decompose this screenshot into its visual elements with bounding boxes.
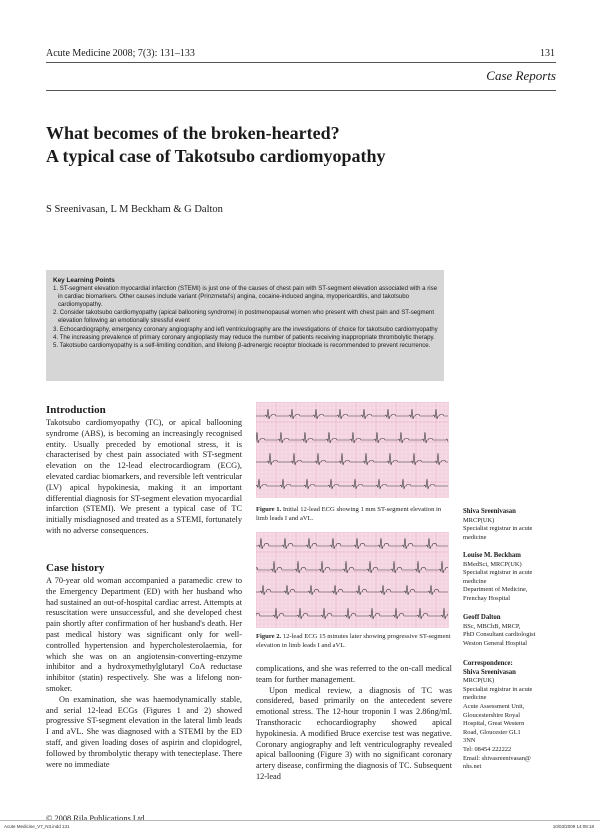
correspondence-name: Shiva Sreenivasan bbox=[463, 668, 516, 676]
intro-heading: Introduction bbox=[46, 404, 106, 416]
correspondence-line: Acute Assessment Unit, bbox=[463, 702, 525, 710]
key-points-list bbox=[53, 285, 438, 350]
figure-1-caption bbox=[256, 506, 452, 523]
author-2-line: Department of Medicine, bbox=[463, 586, 528, 594]
figure-1-caption-text: Initial 12-lead ECG showing 1 mm ST-segment elevation in limb leads I and aVL. bbox=[256, 506, 442, 522]
affiliation-author-3 bbox=[463, 614, 563, 648]
correspondence-line: 3NN bbox=[463, 737, 476, 745]
key-point: 4. The increasing prevalence of primary coronary angioplasty may reduce the number of patients receiving inappropriate thrombolytic therapy. bbox=[53, 333, 435, 341]
case-paragraph-2: On examination, she was haemodynamically stable, and serial 12-lead ECGs (Figures 1 and 2) showed progressive ST-segment elevation in the lateral limb leads I and aVL. She was diagnosed with a STEMI by the ED staff, and given loading doses of aspirin and clopidogrel, followed by thrombolytic therapy with tenecteplase. There were no immediate bbox=[46, 694, 242, 769]
case-heading: Case history bbox=[46, 562, 105, 574]
footer-rule bbox=[0, 820, 600, 821]
copyright: © 2008 Rila Publications Ltd. bbox=[46, 814, 147, 823]
journal-citation: Acute Medicine 2008; 7(3): 131–133 bbox=[46, 48, 195, 59]
author-2-line: Frenchay Hospital bbox=[463, 594, 511, 602]
correspondence-line: nhs.net bbox=[463, 763, 482, 771]
figure-2-ecg bbox=[256, 532, 449, 628]
intro-text bbox=[46, 418, 242, 537]
author-3-line: PhD Consultant cardiologist bbox=[463, 631, 536, 639]
figure-1-ecg bbox=[256, 402, 449, 498]
correspondence-line: MRCP(UK) bbox=[463, 677, 495, 685]
author-2-line: Specialist registrar in acute bbox=[463, 569, 533, 577]
figure-2-caption bbox=[256, 633, 452, 650]
correspondence-line: Road, Gloucester GL1 bbox=[463, 728, 521, 736]
author-1-line: medicine bbox=[463, 533, 487, 541]
correspondence-line: Specialist registrar in acute bbox=[463, 685, 533, 693]
key-point: 5. Takotsubo cardiomyopathy is a self-limiting condition, and lifelong β-adrenergic receptor blockade is recommended to prevent recurrence. bbox=[53, 341, 431, 349]
footer-timestamp: 10/03/2009 14:08:18 bbox=[552, 824, 594, 829]
correspondence bbox=[463, 660, 563, 772]
key-point: 3. Echocardiography, emergency coronary angiography and left ventriculography are the investigations of choice for takotsubo cardiomyopathy bbox=[53, 325, 438, 333]
correspondence-line: medicine bbox=[463, 694, 487, 702]
right-paragraph-2: Upon medical review, a diagnosis of TC was considered, based primarily on the antecedent severe emotional stress. The 12-hour troponin I was 2.86ng/ml. Transthoracic echocardiography showed apical hypokinesia. A modified Bruce exercise test was negative. Coronary angiography and left ventriculography revealed apical ballooning (Figure 3) with no significant coronary artery disease, confirming the diagnosis of TC. Subsequent 12-lead bbox=[256, 685, 452, 781]
correspondence-line: Hospital, Great Western bbox=[463, 720, 525, 728]
section-label: Case Reports bbox=[486, 68, 556, 83]
title-line-2: A typical case of Takotsubo cardiomyopathy bbox=[46, 146, 386, 166]
author-1-line: Specialist registrar in acute bbox=[463, 525, 533, 533]
page-number: 131 bbox=[540, 48, 555, 59]
title-line-1: What becomes of the broken-hearted? bbox=[46, 123, 340, 143]
affiliation-author-2 bbox=[463, 552, 563, 604]
author-3-name: Geoff Dalton bbox=[463, 614, 501, 621]
correspondence-line: Email: shivasreenivasan@ bbox=[463, 754, 531, 762]
key-learning-points-box bbox=[46, 270, 444, 381]
author-2-name: Louise M. Beckham bbox=[463, 552, 521, 559]
footer-file: Acute Medicine_V7_N3.indd 131 bbox=[4, 824, 70, 829]
right-column-text bbox=[256, 664, 452, 783]
figure-2-label: Figure 2. bbox=[256, 633, 282, 640]
author-3-line: Weston General Hospital bbox=[463, 639, 528, 647]
author-2-line: medicine bbox=[463, 577, 487, 585]
ecg-trace-1 bbox=[256, 402, 449, 498]
key-points-title: Key Learning Points bbox=[53, 277, 115, 284]
affiliation-author-1 bbox=[463, 508, 563, 542]
figure-1-label: Figure 1. bbox=[256, 506, 282, 513]
right-paragraph-1: complications, and she was referred to the on-call medical team for further management. bbox=[256, 664, 452, 684]
author-2-line: BMedSci, MRCP(UK) bbox=[463, 560, 522, 568]
authors: S Sreenivasan, L M Beckham & G Dalton bbox=[46, 204, 223, 215]
author-1-line: MRCP(UK) bbox=[463, 516, 495, 524]
header-rule bbox=[46, 62, 556, 63]
case-text bbox=[46, 576, 242, 770]
author-3-line: BSc, MBChB, MRCP, bbox=[463, 622, 521, 630]
intro-paragraph: Takotsubo cardiomyopathy (TC), or apical ballooning syndrome (ABS), is becoming an increasingly recognised entity. Usually preceded by emotional stress, it is characterised by chest pain associated with ST-segment elevation on the 12-lead electrocardiogram (ECG), elevated cardiac biomarkers, and reversible left ventricular (LV) apical hypokinesia, making it an important differential diagnosis for ST-segment elevation myocardial infarction (STEMI). We present a typical case of TC initially misdiagnosed and treated as a STEMI, fortunately with no adverse consequences. bbox=[46, 418, 242, 535]
correspondence-line: Gloucestershire Royal bbox=[463, 711, 520, 719]
key-point: 1. ST-segment elevation myocardial infarction (STEMI) is just one of the causes of chest pain with ST-segment elevation associated with a rise in cardiac biomarkers. Other causes include variant (Prinzmetal's) angina, cocaine-induced angina, myopericarditis, and takotsubo cardiomyopathy. bbox=[53, 285, 438, 309]
case-paragraph-1: A 70-year old woman accompanied a paramedic crew to the Emergency Department (ED) with her husband who had sustained an out-of-hospital cardiac arrest. Attempts at resuscitation were unsuccessful, and she developed chest pain shortly after confirmation of her husband's death. Her past medical history was significant only for well-controlled hypertension and hypercholesterolaemia, for which she was on an angiotensin-converting-enzyme inhibitor and a hydroxymethylglutaryl CoA reductase inhibitor (statin) respectively. She was a lifelong non-smoker. bbox=[46, 576, 242, 693]
author-1-name: Shiva Sreenivasan bbox=[463, 508, 516, 515]
key-point: 2. Consider takotsubo cardiomyopathy (apical ballooning syndrome) in postmenopausal women who present with chest pain and ST-segment elevation following an emotionally stressful event bbox=[53, 309, 435, 325]
ecg-trace-2 bbox=[256, 532, 449, 628]
correspondence-title: Correspondence: bbox=[463, 660, 513, 667]
figure-2-caption-text: 12-lead ECG 15 minutes later showing progressive ST-segment elevation in limb leads I and aVL. bbox=[256, 633, 451, 649]
correspondence-line: Tel: 08454 222222 bbox=[463, 745, 512, 753]
section-rule bbox=[46, 90, 556, 91]
article-title bbox=[46, 122, 546, 168]
